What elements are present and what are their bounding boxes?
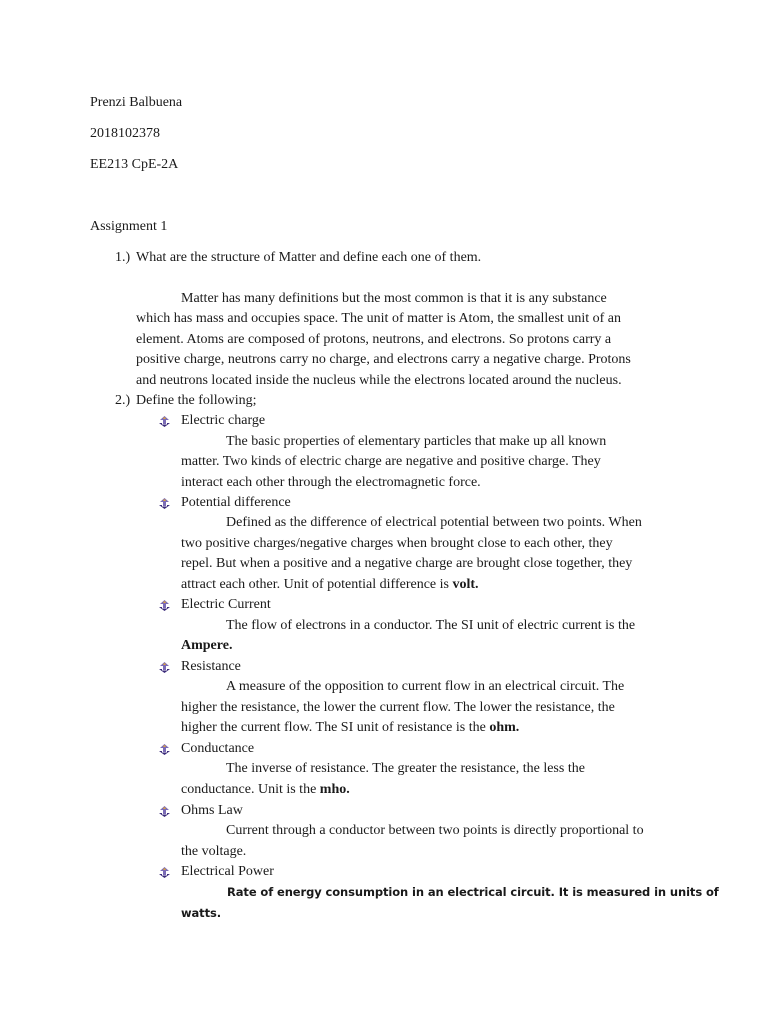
definition-line xyxy=(181,780,350,800)
definition-line: higher the resistance, the lower the current flow. The lower the resistance, the xyxy=(181,700,615,715)
definition-line: repel. But when a positive and a negative charge are brought close together, they xyxy=(181,556,633,571)
definition-line: interact each other through the electromagnetic force. xyxy=(181,475,481,490)
definition-line: Defined as the difference of electrical potential between two points. When xyxy=(226,515,642,530)
q1-number: 1.) xyxy=(115,250,131,265)
q1-answer-line: positive charge, neutrons carry no charge, and electrons carry a negative charge. Protons xyxy=(136,352,631,367)
arrow-bullet-icon xyxy=(158,743,171,756)
student-id: 2018102378 xyxy=(90,126,160,141)
student-name: Prenzi Balbuena xyxy=(90,95,183,110)
unit-ampere: Ampere. xyxy=(181,638,233,653)
definition-line: Current through a conductor between two points is directly proportional to xyxy=(226,823,644,838)
arrow-bullet-icon xyxy=(158,599,171,612)
definition-text: conductance. Unit is the xyxy=(181,782,320,797)
q1-question: What are the structure of Matter and define each one of them. xyxy=(136,250,482,265)
definition-line: The basic properties of elementary particles that make up all known xyxy=(226,434,607,449)
term-conductance: Conductance xyxy=(181,741,255,756)
term-electric-current: Electric Current xyxy=(181,597,271,612)
q1-answer-line: which has mass and occupies space. The unit of matter is Atom, the smallest unit of an xyxy=(136,311,621,326)
definition-line: watts. xyxy=(181,906,221,920)
q1-answer-line: Matter has many definitions but the most common is that it is any substance xyxy=(181,291,607,306)
definition-line xyxy=(181,718,519,738)
arrow-bullet-icon xyxy=(158,497,171,510)
q2-number: 2.) xyxy=(115,393,131,408)
term-electric-charge: Electric charge xyxy=(181,413,266,428)
term-electrical-power: Electrical Power xyxy=(181,864,274,879)
definition-line: two positive charges/negative charges when brought close to each other, they xyxy=(181,536,613,551)
unit-mho: mho. xyxy=(319,782,350,797)
q2-question: Define the following; xyxy=(136,393,257,408)
unit-volt: volt. xyxy=(452,577,479,592)
term-resistance: Resistance xyxy=(181,659,241,674)
course-section: EE213 CpE-2A xyxy=(90,157,179,172)
definition-text: attract each other. Unit of potential difference is xyxy=(181,577,453,592)
term-potential-difference: Potential difference xyxy=(181,495,291,510)
unit-ohm: ohm. xyxy=(489,720,520,735)
definition-line: The inverse of resistance. The greater the resistance, the less the xyxy=(226,761,585,776)
definition-line: the voltage. xyxy=(181,844,247,859)
assignment-title: Assignment 1 xyxy=(90,219,168,234)
definition-line: The flow of electrons in a conductor. The SI unit of electric current is the xyxy=(226,618,636,633)
arrow-bullet-icon xyxy=(158,415,171,428)
term-ohms-law: Ohms Law xyxy=(181,803,243,818)
definition-line xyxy=(181,575,479,595)
definition-line: matter. Two kinds of electric charge are negative and positive charge. They xyxy=(181,454,601,469)
arrow-bullet-icon xyxy=(158,866,171,879)
q1-answer-line: and neutrons located inside the nucleus while the electrons located around the nucleus. xyxy=(136,373,622,388)
definition-text: higher the current flow. The SI unit of resistance is the xyxy=(181,720,490,735)
arrow-bullet-icon xyxy=(158,661,171,674)
arrow-bullet-icon xyxy=(158,805,171,818)
q1-answer-line: element. Atoms are composed of protons, neutrons, and electrons. So protons carry a xyxy=(136,332,612,347)
definition-line: Rate of energy consumption in an electrical circuit. It is measured in units of xyxy=(227,885,719,899)
definition-line: A measure of the opposition to current flow in an electrical circuit. The xyxy=(226,679,625,694)
